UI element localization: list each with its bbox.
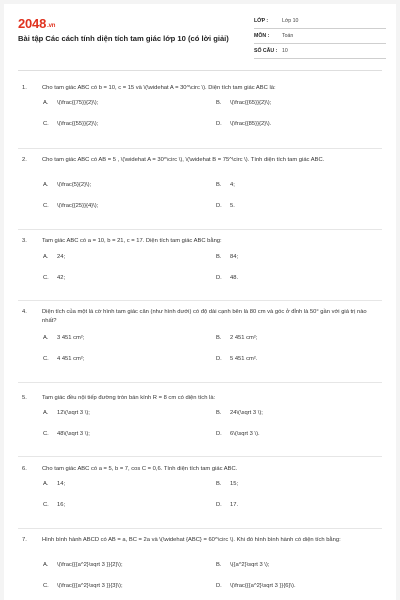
meta-label: SỐ CÂU : bbox=[254, 48, 278, 54]
answer-option[interactable] bbox=[216, 334, 257, 343]
option-label: A. bbox=[43, 481, 49, 487]
meta-value: 10 bbox=[282, 48, 288, 54]
option-text: 17. bbox=[230, 502, 239, 508]
option-label: A. bbox=[43, 254, 49, 260]
option-label: C. bbox=[43, 203, 49, 209]
option-text: 2 451 cm²; bbox=[230, 335, 258, 341]
logo-text: 2048 bbox=[18, 16, 47, 31]
option-label: B. bbox=[216, 254, 222, 260]
option-text: 42; bbox=[57, 275, 66, 281]
option-text: \(\frac{{75}}{2}\); bbox=[57, 100, 99, 106]
question-divider bbox=[18, 148, 382, 149]
option-text: 84; bbox=[230, 254, 239, 260]
answer-option[interactable] bbox=[43, 480, 65, 489]
answer-option[interactable] bbox=[216, 202, 235, 211]
answer-option[interactable] bbox=[216, 274, 238, 283]
document-title: Bài tập Các cách tính diện tích tam giác lớp 10 (có lời giải) bbox=[18, 34, 229, 43]
question-divider bbox=[18, 528, 382, 529]
answer-option[interactable] bbox=[43, 430, 90, 439]
option-label: C. bbox=[43, 275, 49, 281]
option-text: 24\(\sqrt 3 \); bbox=[230, 410, 263, 416]
answer-option[interactable] bbox=[43, 582, 123, 591]
meta-row-subject bbox=[254, 29, 386, 44]
option-text: 12\(\sqrt 3 \); bbox=[57, 410, 90, 416]
option-label: B. bbox=[216, 335, 222, 341]
option-text: \(\frac{{25}}{4}\); bbox=[57, 203, 99, 209]
question-number: 5. bbox=[22, 395, 27, 401]
question-number: 6. bbox=[22, 466, 27, 472]
option-text: 5 451 cm². bbox=[230, 356, 258, 362]
site-logo[interactable] bbox=[18, 16, 55, 31]
question-divider bbox=[18, 229, 382, 230]
option-text: \(\frac{{{a^2}\sqrt 3 }}{3}\); bbox=[57, 583, 123, 589]
option-text: 15; bbox=[230, 481, 239, 487]
question-divider bbox=[18, 456, 382, 457]
question-text: Tam giác ABC có a = 10, b = 21, c = 17. Diện tích tam giác ABC bằng: bbox=[42, 238, 222, 244]
header-divider bbox=[18, 70, 382, 71]
option-label: A. bbox=[43, 182, 49, 188]
document-page bbox=[4, 4, 396, 600]
answer-option[interactable] bbox=[216, 582, 296, 591]
answer-option[interactable] bbox=[43, 181, 91, 190]
option-label: A. bbox=[43, 100, 49, 106]
option-label: D. bbox=[216, 275, 222, 281]
answer-option[interactable] bbox=[216, 480, 238, 489]
answer-option[interactable] bbox=[43, 99, 98, 108]
answer-option[interactable] bbox=[43, 501, 65, 510]
answer-option[interactable] bbox=[43, 355, 84, 364]
option-label: C. bbox=[43, 583, 49, 589]
option-label: D. bbox=[216, 583, 222, 589]
option-label: B. bbox=[216, 481, 222, 487]
question-divider bbox=[18, 300, 382, 301]
option-label: C. bbox=[43, 502, 49, 508]
question-number: 4. bbox=[22, 309, 27, 315]
option-label: D. bbox=[216, 502, 222, 508]
answer-option[interactable] bbox=[216, 181, 235, 190]
option-text: 4; bbox=[230, 182, 235, 188]
question-divider bbox=[18, 382, 382, 383]
option-label: C. bbox=[43, 121, 49, 127]
question-text: Cho tam giác ABC có b = 10, c = 15 và \(\widehat A = 30^\circ \). Diện tích tam giác ABC là: bbox=[42, 85, 276, 91]
option-text: 3 451 cm²; bbox=[57, 335, 85, 341]
option-text: 5. bbox=[230, 203, 235, 209]
option-text: 14; bbox=[57, 481, 66, 487]
option-text: 48\(\sqrt 3 \); bbox=[57, 431, 90, 437]
option-text: \(\frac{{{a^2}\sqrt 3 }}{6}\). bbox=[230, 583, 296, 589]
option-text: 24; bbox=[57, 254, 66, 260]
option-text: 48. bbox=[230, 275, 239, 281]
question-text: Diện tích của một lá cờ hình tam giác cân (như hình dưới) có độ dài cạnh bên là 80 cm và góc ở đỉnh là 50° gần với giá trị nào nhất? bbox=[42, 309, 367, 324]
answer-option[interactable] bbox=[43, 202, 98, 211]
question-number: 7. bbox=[22, 537, 27, 543]
answer-option[interactable] bbox=[43, 253, 65, 262]
option-label: B. bbox=[216, 562, 222, 568]
answer-option[interactable] bbox=[216, 355, 257, 364]
answer-option[interactable] bbox=[216, 409, 263, 418]
answer-option[interactable] bbox=[216, 120, 271, 129]
option-text: 4 451 cm²; bbox=[57, 356, 85, 362]
option-label: A. bbox=[43, 335, 49, 341]
option-text: \(\frac{{65}}{2}\); bbox=[230, 100, 272, 106]
option-text: \(\frac{5}{2}\); bbox=[57, 182, 92, 188]
question-text: Hình bình hành ABCD có AB = a, BC = 2a và \(\widehat {ABC} = 60^\circ \). Khi đó hình bình hành có diện tích bằng: bbox=[42, 537, 341, 543]
meta-label: LỚP : bbox=[254, 18, 269, 24]
option-label: B. bbox=[216, 410, 222, 416]
meta-value: Toán bbox=[282, 33, 294, 39]
option-label: B. bbox=[216, 100, 222, 106]
question-number: 3. bbox=[22, 238, 27, 244]
document-header bbox=[4, 4, 396, 66]
option-label: C. bbox=[43, 356, 49, 362]
answer-option[interactable] bbox=[43, 334, 84, 343]
option-label: D. bbox=[216, 203, 222, 209]
answer-option[interactable] bbox=[43, 409, 90, 418]
logo-domain: .vn bbox=[47, 23, 56, 29]
answer-option[interactable] bbox=[43, 561, 123, 570]
option-text: \(\frac{{55}}{2}\); bbox=[57, 121, 99, 127]
option-text: \(\frac{{{a^2}\sqrt 3 }}{2}\); bbox=[57, 562, 123, 568]
option-label: A. bbox=[43, 562, 49, 568]
option-label: D. bbox=[216, 356, 222, 362]
answer-option[interactable] bbox=[216, 501, 238, 510]
meta-row-class bbox=[254, 14, 386, 29]
question-text: Cho tam giác ABC có a = 5, b = 7, cos C = 0,6. Tính diện tích tam giác ABC. bbox=[42, 466, 238, 472]
answer-option[interactable] bbox=[43, 274, 65, 283]
option-text: \(\frac{{85}}{2}\). bbox=[230, 121, 272, 127]
option-label: A. bbox=[43, 410, 49, 416]
answer-option[interactable] bbox=[216, 561, 269, 570]
answer-option[interactable] bbox=[216, 99, 271, 108]
question-text: Tam giác đều nội tiếp đường tròn bán kính R = 8 cm có diện tích là: bbox=[42, 395, 216, 401]
question-text: Cho tam giác ABC có AB = 5 , \(\widehat A = 30^\circ \), \(\widehat B = 75^\circ \). Tính diện tích tam giác ABC. bbox=[42, 157, 325, 163]
answer-option[interactable] bbox=[216, 430, 260, 439]
option-text: 16; bbox=[57, 502, 66, 508]
option-text: 6\(\sqrt 3 \). bbox=[230, 431, 260, 437]
meta-label: MÔN : bbox=[254, 33, 270, 39]
option-label: C. bbox=[43, 431, 49, 437]
option-label: D. bbox=[216, 431, 222, 437]
option-text: \({a^2}\sqrt 3 \); bbox=[230, 562, 270, 568]
answer-option[interactable] bbox=[216, 253, 238, 262]
question-number: 1. bbox=[22, 85, 27, 91]
option-label: B. bbox=[216, 182, 222, 188]
answer-option[interactable] bbox=[43, 120, 98, 129]
document-meta-table bbox=[254, 14, 386, 59]
meta-value: Lớp 10 bbox=[282, 18, 299, 24]
meta-row-question-count bbox=[254, 44, 386, 59]
question-number: 2. bbox=[22, 157, 27, 163]
option-label: D. bbox=[216, 121, 222, 127]
